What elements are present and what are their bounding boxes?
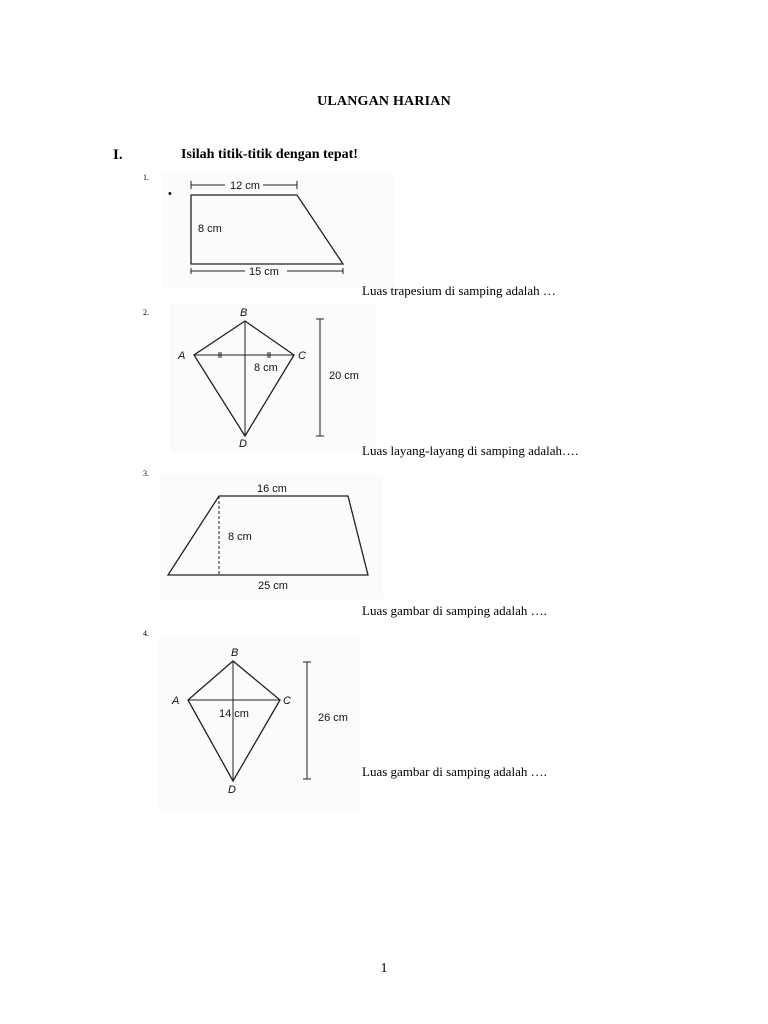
vertex-c: C [298,350,306,362]
label-height: 8 cm [228,531,252,543]
question-number-3: 3. [143,469,149,478]
label-bottom: 15 cm [249,266,279,278]
label-diagonal: 8 cm [254,362,278,374]
question-number-2: 2. [143,308,149,317]
svg-text:•: • [168,188,172,200]
label-height: 8 cm [198,223,222,235]
label-diagonal: 14 cm [219,708,249,720]
question-number-1: 1. [143,173,149,182]
trapezoid-shape [168,496,368,575]
section-number: I. [113,147,123,163]
figure-kite [158,636,360,810]
answer-line-4: Luas gambar di samping adalah …. [362,764,547,779]
figure-kite [170,303,376,453]
kite-shape [188,661,280,781]
label-top: 16 cm [257,483,287,495]
vertex-a: A [178,350,186,362]
page-title: ULANGAN HARIAN [317,94,451,109]
vertex-b: B [240,307,248,319]
label-top: 12 cm [230,180,260,192]
answer-line-1: Luas trapesium di samping adalah … [362,283,556,298]
figure-trapezoid [160,474,383,599]
vertex-d: D [228,784,236,796]
question-number-4: 4. [143,629,149,638]
page-number: 1 [380,961,388,976]
label-height: 20 cm [329,370,359,382]
answer-line-2: Luas layang-layang di samping adalah…. [362,443,579,458]
vertex-b: B [231,647,239,659]
answer-line-3: Luas gambar di samping adalah …. [362,603,547,618]
figure-right-trapezoid [163,173,395,288]
section-instruction: Isilah titik-titik dengan tepat! [181,147,358,162]
kite-shape [194,321,294,436]
vertex-c: C [283,695,291,707]
label-bottom: 25 cm [258,580,288,592]
vertex-a: A [172,695,180,707]
vertex-d: D [239,438,247,450]
label-height: 26 cm [318,712,348,724]
